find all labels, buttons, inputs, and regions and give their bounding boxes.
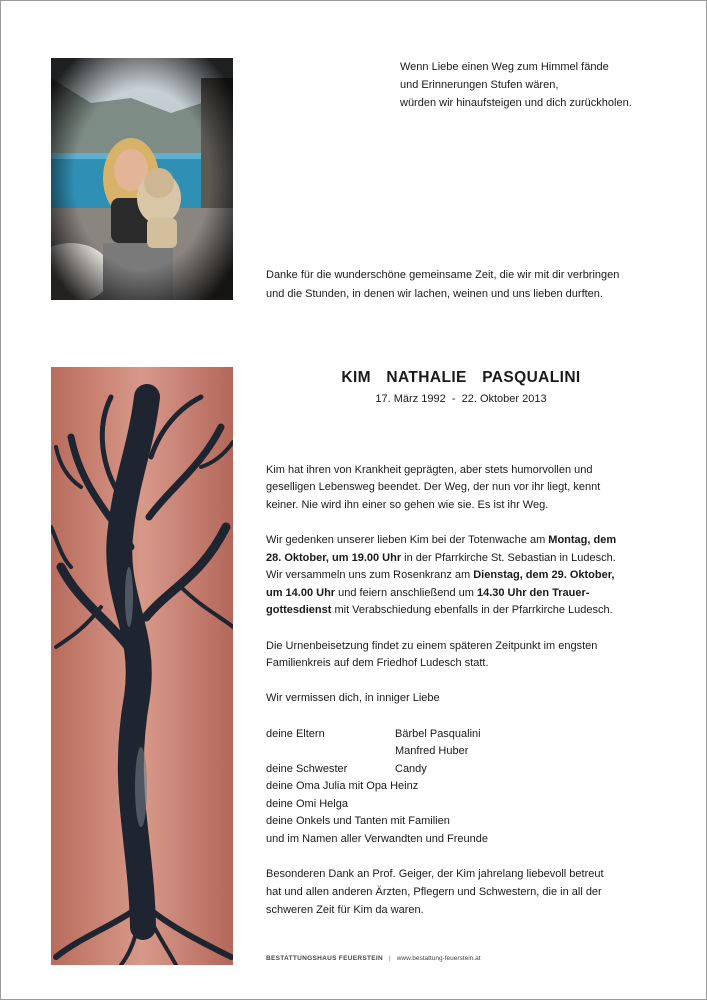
ceremony-line — [266, 567, 666, 585]
ceremony-date-bold: 28. Oktober, um 19.00 Uhr — [266, 551, 402, 564]
poem-line: würden wir hinaufsteigen und dich zurückholen. — [400, 97, 632, 109]
ceremony-line — [266, 602, 666, 620]
ceremony-date-bold: gottesdienst — [266, 604, 332, 617]
ceremony-text: mit Verabschiedung ebenfalls in der Pfarrkirche Ludesch. — [331, 604, 613, 617]
poem-line: und Erinnerungen Stufen wären, — [400, 79, 559, 91]
special-thanks-line: hat und allen anderen Ärzten, Pflegern und Schwestern, die in all der — [266, 886, 602, 898]
footer-separator: | — [388, 955, 391, 962]
intro-line: keiner. Nie wird ihn einer so gehen wie sie. Es ist ihr Weg. — [266, 498, 549, 511]
family-names: Manfred Huber — [395, 745, 469, 758]
family-row — [266, 831, 666, 849]
family-relation: deine Oma Julia mit Opa Heinz — [266, 780, 419, 793]
family-relation: deine Schwester — [266, 762, 348, 775]
ceremony-date-bold: Montag, dem — [548, 533, 617, 546]
family-names: Candy — [395, 762, 427, 775]
life-dates: 17. März 1992 - 22. Oktober 2013 — [375, 393, 547, 405]
family-row — [266, 743, 666, 761]
thanks-line: und die Stunden, in denen wir lachen, weinen und uns lieben durften. — [266, 288, 603, 300]
family-names: Bärbel Pasqualini — [395, 727, 481, 740]
family-relation: und im Namen aller Verwandten und Freunde — [266, 833, 488, 846]
intro-line: geselligen Lebensweg beendet. Der Weg, der nun vor ihr liegt, kennt — [266, 481, 601, 494]
burial-line: Familienkreis auf dem Friedhof Ludesch statt. — [266, 657, 489, 670]
portrait-photo — [51, 58, 233, 300]
thanks-line: Danke für die wunderschöne gemeinsame Zeit, die wir mit dir verbringen — [266, 269, 620, 281]
ceremony-text: und feiern anschließend um — [335, 586, 477, 599]
deceased-name: KIM NATHALIE PASQUALINI — [341, 369, 581, 386]
thanks-text — [266, 266, 619, 304]
ceremony-text: Wir versammeln uns zum Rosenkranz am — [266, 569, 474, 582]
ceremony-text: Wir gedenken unserer lieben Kim bei der Totenwache am — [266, 533, 549, 546]
funeral-home-url[interactable]: www.bestattung-feuerstein.at — [396, 955, 481, 962]
family-row — [266, 761, 666, 779]
family-relation: deine Onkels und Tanten mit Familien — [266, 815, 450, 828]
family-relation: deine Eltern — [266, 727, 325, 740]
family-relation: deine Omi Helga — [266, 797, 348, 810]
ceremony-date-bold: um 14.00 Uhr — [266, 586, 336, 599]
farewell-line: Wir vermissen dich, in inniger Liebe — [266, 692, 440, 705]
special-thanks-line: schweren Zeit für Kim da waren. — [266, 904, 424, 916]
family-row — [266, 796, 666, 814]
family-row — [266, 813, 666, 831]
family-relation — [266, 743, 395, 761]
ceremony-date-bold: Dienstag, dem 29. Oktober, — [473, 569, 615, 582]
funeral-home-name: BESTATTUNGSHAUS FEUERSTEIN — [266, 955, 383, 962]
ceremony-date-bold: 14.30 Uhr den Trauer- — [476, 586, 590, 599]
ceremony-line — [266, 550, 666, 568]
special-thanks-line: Besonderen Dank an Prof. Geiger, der Kim jahrelang liebevoll betreut — [266, 868, 604, 880]
family-list — [266, 726, 666, 849]
obituary-body — [266, 444, 666, 884]
ceremony-text: in der Pfarrkirche St. Sebastian in Ludesch. — [401, 551, 616, 564]
special-thanks — [266, 865, 604, 919]
intro-line: Kim hat ihren von Krankheit geprägten, aber stets humorvollen und — [266, 463, 593, 476]
family-row — [266, 726, 666, 744]
ceremony-line — [266, 585, 666, 603]
family-row — [266, 778, 666, 796]
poem — [400, 58, 632, 112]
ceremony-line — [266, 532, 666, 550]
tree-tattoo-photo — [51, 367, 233, 965]
poem-line: Wenn Liebe einen Weg zum Himmel fände — [400, 61, 609, 73]
burial-line: Die Urnenbeisetzung findet zu einem späteren Zeitpunkt im engsten — [266, 639, 598, 652]
footer — [266, 955, 481, 962]
